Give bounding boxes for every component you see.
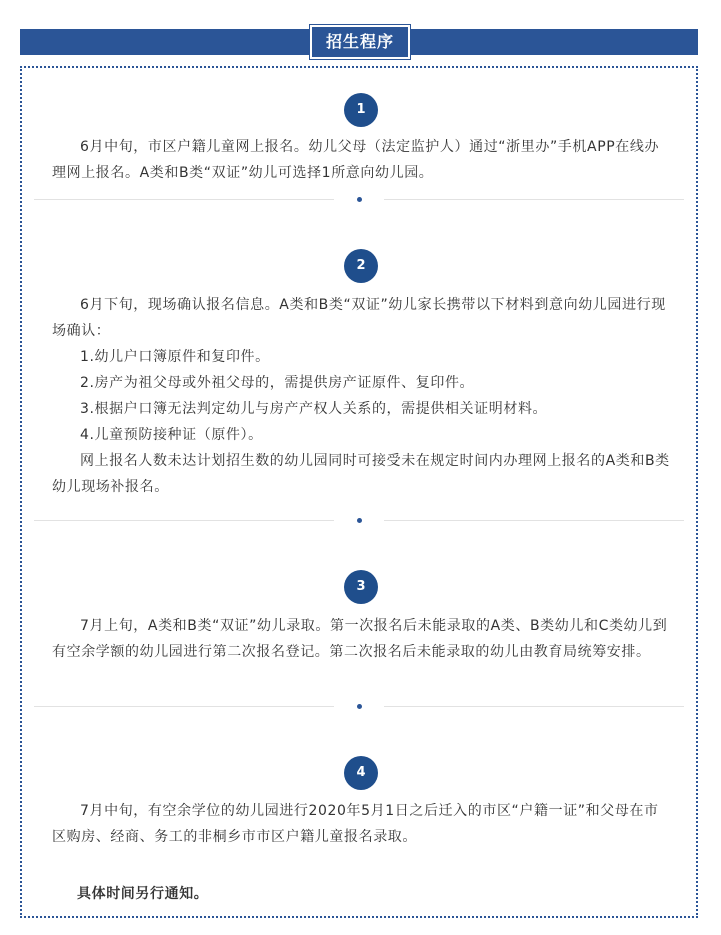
step-1-badge: 1: [344, 93, 378, 127]
step-2-outro: 网上报名人数未达计划招生数的幼儿园同时可接受未在规定时间内办理网上报名的A类和B类幼儿现场补报名。: [52, 453, 670, 495]
step-4-paragraph: 7月中旬，有空余学位的幼儿园进行2020年5月1日之后迁入的市区“户籍一证”和父母在市区购房、经商、务工的非桐乡市市区户籍儿童报名录取。: [52, 803, 659, 845]
notice-text: 具体时间另行通知。: [77, 886, 209, 902]
step-2-item: 3.根据户口簿无法判定幼儿与房产产权人关系的，需提供相关证明材料。: [80, 401, 548, 417]
step-2-item: 4.儿童预防接种证（原件）。: [80, 427, 263, 443]
divider-dot: [357, 518, 362, 523]
step-1-paragraph: 6月中旬，市区户籍儿童网上报名。幼儿父母（法定监护人）通过“浙里办”手机APP在线办理网上报名。A类和B类“双证”幼儿可选择1所意向幼儿园。: [52, 139, 660, 181]
divider-2: [34, 520, 684, 521]
step-2-item: 1.幼儿户口簿原件和复印件。: [80, 349, 270, 365]
divider-3: [34, 706, 684, 707]
step-2-intro: 6月下旬，现场确认报名信息。A类和B类“双证”幼儿家长携带以下材料到意向幼儿园进行现场确认：: [52, 297, 666, 339]
divider-dot: [357, 197, 362, 202]
step-2-badge: 2: [344, 249, 378, 283]
step-4-badge: 4: [344, 756, 378, 790]
divider-1: [34, 199, 684, 200]
step-2-text: [52, 292, 672, 500]
procedure-panel: [20, 66, 698, 918]
step-3-badge: 3: [344, 570, 378, 604]
step-3-paragraph: 7月上旬，A类和B类“双证”幼儿录取。第一次报名后未能录取的A类、B类幼儿和C类幼儿到有空余学额的幼儿园进行第二次报名登记。第二次报名后未能录取的幼儿由教育局统筹安排。: [52, 618, 668, 660]
step-2-item: 2.房产为祖父母或外祖父母的，需提供房产证原件、复印件。: [80, 375, 475, 391]
step-3-text: [52, 613, 672, 665]
divider-dot: [357, 704, 362, 709]
section-title: 招生程序: [310, 25, 410, 59]
step-4-text: [52, 798, 672, 850]
step-1-text: [52, 134, 672, 186]
